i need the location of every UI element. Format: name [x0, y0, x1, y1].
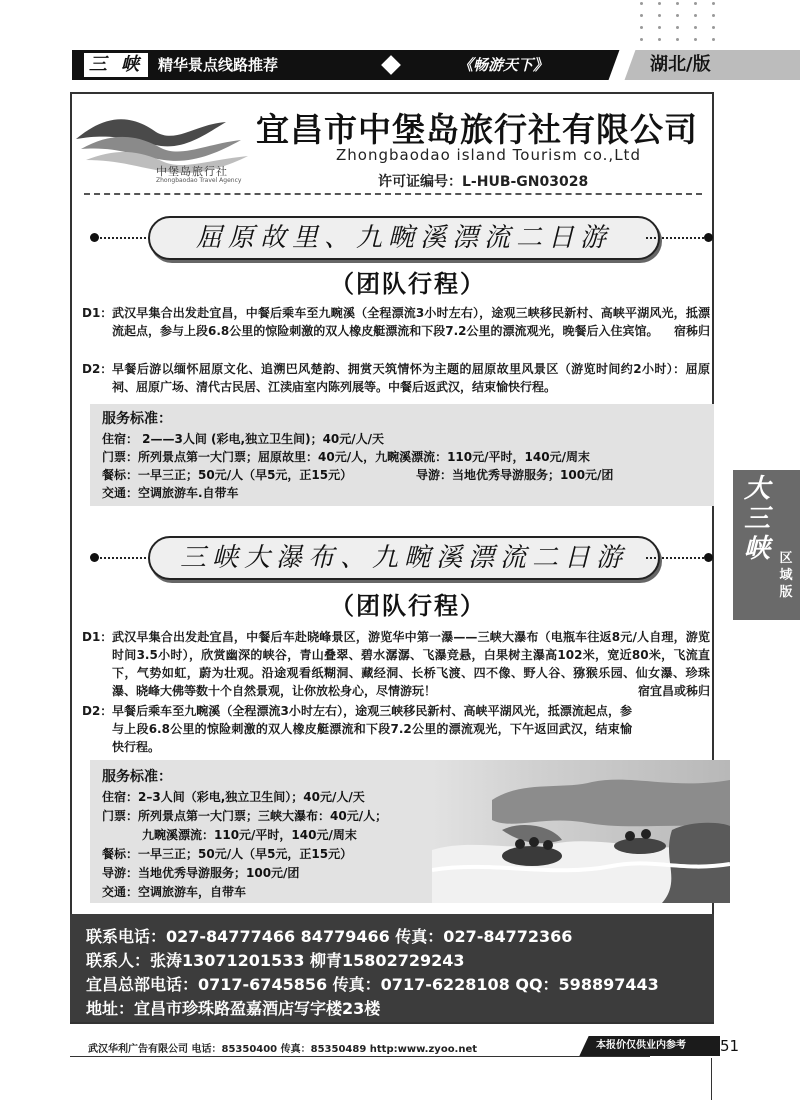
route-1-type: （团队行程）	[330, 270, 486, 298]
service-line: 交通：空调旅游车，自带车	[102, 885, 247, 899]
day-label: D1：	[82, 306, 113, 320]
service-line: 九畹溪漂流：110元/平时，140元/周末	[142, 828, 357, 842]
grid-dot	[658, 38, 661, 41]
route-1-day-1	[82, 304, 710, 340]
logo-english-text: Zhongbaodao Travel Agency	[156, 177, 242, 184]
day-label: D1：	[82, 630, 113, 644]
grid-dot	[694, 14, 697, 17]
service-title: 服务标准：	[102, 769, 172, 785]
grid-dot	[640, 26, 643, 29]
contact-block	[70, 914, 714, 1022]
day-description: 早餐后乘车至九畹溪（全程漂流3小时左右），途观三峡移民新村、高峡平湖风光，抵漂流起点，参与上段6.8公里的惊险刺激的双人橡皮艇漂流和下段7.2公里的漂流观光，下午返回武汉，结束愉快行程。	[112, 704, 632, 754]
header-slogan: 《畅游天下》	[458, 56, 549, 74]
service-line: 门票：所列景点第一大门票；屈原故里：40元/人，九畹溪漂流：110元/平时，140元/周末	[102, 450, 590, 464]
service-line: 餐标：一早三正；50元/人（早5元，正15元）	[102, 468, 353, 482]
banner-dotted-line	[646, 237, 708, 239]
header-subtitle: 精华景点线路推荐	[158, 56, 279, 74]
service-line: 餐标：一早三正；50元/人（早5元，正15元）	[102, 847, 353, 861]
bullet-dot-icon	[90, 233, 99, 242]
route-2-type: （团队行程）	[330, 592, 486, 620]
contact-phone: 联系电话：027-84777466 84779466 传真：027-84772366	[86, 927, 573, 946]
grid-dot	[712, 14, 715, 17]
day-text	[112, 628, 710, 700]
side-tab-subtitle: 区域版	[779, 551, 793, 600]
route-1-day-2	[82, 360, 710, 396]
grid-dot	[676, 38, 679, 41]
page-footer	[70, 1036, 800, 1060]
grid-dot	[658, 14, 661, 17]
footer-publisher: 武汉华利广告有限公司 电话：85350400 传真：85350489 http:www.zyoo.net	[88, 1044, 478, 1055]
day-description: 武汉早集合出发赴宜昌，中餐后车赴晓峰景区，游览华中第一瀑——三峡大瀑布（电瓶车往返8元/人自理，游览时间3.5小时），欣赏幽深的峡谷，青山叠翠、碧水潺潺、飞瀑竞悬，白果树主瀑高102米，宽近80米，飞流直下，气势如虹，蔚为壮观。沿途观看纸糊洞、藏经洞、长桥飞渡、四不像、野人谷、猕猴乐园、仙女瀑、珍珠瀑、晓峰大佛等数十个自然景观，让你放松身心，尽情游玩！	[112, 630, 710, 698]
route-1-banner	[90, 216, 714, 260]
route-1-service-box	[90, 404, 714, 506]
route-2-banner	[90, 536, 714, 580]
contact-headquarters: 宜昌总部电话：0717-6745856 传真：0717-6228108 QQ：598897443	[86, 975, 659, 994]
grid-dot	[676, 26, 679, 29]
service-title: 服务标准：	[102, 411, 172, 427]
dashed-divider	[84, 193, 702, 195]
route-2-service-box	[90, 760, 432, 903]
grid-dot	[640, 38, 643, 41]
grid-dot	[694, 2, 697, 5]
grid-dot	[658, 2, 661, 5]
grid-dot	[694, 38, 697, 41]
grid-dot	[712, 38, 715, 41]
dot-grid-decoration	[640, 0, 720, 46]
company-name-english: Zhongbaodao island Tourism co.,Ltd	[336, 146, 641, 164]
route-2-title: 三峡大瀑布、九畹溪漂流二日游	[148, 536, 660, 580]
header-edition: 湖北/版	[622, 50, 800, 80]
service-line: 导游：当地优秀导游服务；100元/团	[416, 468, 614, 482]
grid-dot	[640, 2, 643, 5]
service-line: 门票：所列景点第一大门票；三峡大瀑布：40元/人；	[102, 809, 388, 823]
bullet-dot-icon	[704, 233, 713, 242]
company-name: 宜昌市中堡岛旅行社有限公司	[256, 110, 698, 149]
service-line: 住宿： 2——3人间 (彩电,独立卫生间)；40元/人/天	[102, 432, 385, 446]
grid-dot	[712, 26, 715, 29]
route-2-day-1	[82, 628, 710, 700]
grid-dot	[676, 2, 679, 5]
footer-vertical-rule	[711, 1058, 712, 1100]
bullet-dot-icon	[90, 553, 99, 562]
page-header	[72, 50, 800, 80]
service-line: 交通：空调旅游车.自带车	[102, 486, 239, 500]
day-label: D2：	[82, 704, 113, 718]
grid-dot	[712, 2, 715, 5]
footer-note: 本报价仅供业内参考	[578, 1036, 720, 1056]
day-lodging-note: 宿秭归	[673, 324, 710, 338]
contact-address: 地址：宜昌市珍珠路盈嘉酒店写字楼23楼	[86, 999, 381, 1018]
day-description: 早餐后游以缅怀屈原文化、追溯巴风楚韵、拥赏天筑情怀为主题的屈原故里风景区（游览时间约2小时）：屈原祠、屈原广场、清代古民居、江渎庙室内陈列展等。中餐后返武汉，结束愉快行程。	[112, 362, 710, 394]
logo-chinese-text: 中堡岛旅行社	[156, 165, 228, 178]
page-number: 51	[720, 1037, 740, 1055]
grid-dot	[640, 14, 643, 17]
side-tab-title: 大三峡	[743, 474, 770, 564]
service-line: 导游：当地优秀导游服务；100元/团	[102, 866, 300, 880]
day-text	[112, 304, 710, 340]
route-2-day-2	[82, 702, 710, 756]
banner-dotted-line	[646, 557, 708, 559]
grid-dot	[658, 26, 661, 29]
day-label: D2：	[82, 362, 113, 376]
contact-persons: 联系人：张涛13071201533 柳青15802729243	[86, 951, 465, 970]
region-side-tab	[733, 470, 800, 620]
rafting-photo	[432, 760, 730, 903]
day-description: 武汉早集合出发赴宜昌，中餐后乘车至九畹溪（全程漂流3小时左右），途观三峡移民新村、高峡平湖风光，抵漂流起点，参与上段6.8公里的惊险刺激的双人橡皮艇漂流和下段7.2公里的漂流观光，晚餐后入住宾馆。	[112, 306, 710, 338]
day-lodging-note: 宿宜昌或秭归	[637, 684, 710, 698]
license-number: 许可证编号：L-HUB-GN03028	[378, 174, 589, 190]
service-line: 住宿：2–3人间（彩电,独立卫生间）；40元/人/天	[102, 790, 365, 804]
grid-dot	[676, 14, 679, 17]
header-brand: 三 峡	[84, 53, 148, 77]
grid-dot	[694, 26, 697, 29]
route-1-title: 屈原故里、九畹溪漂流二日游	[148, 216, 660, 260]
bullet-dot-icon	[704, 553, 713, 562]
